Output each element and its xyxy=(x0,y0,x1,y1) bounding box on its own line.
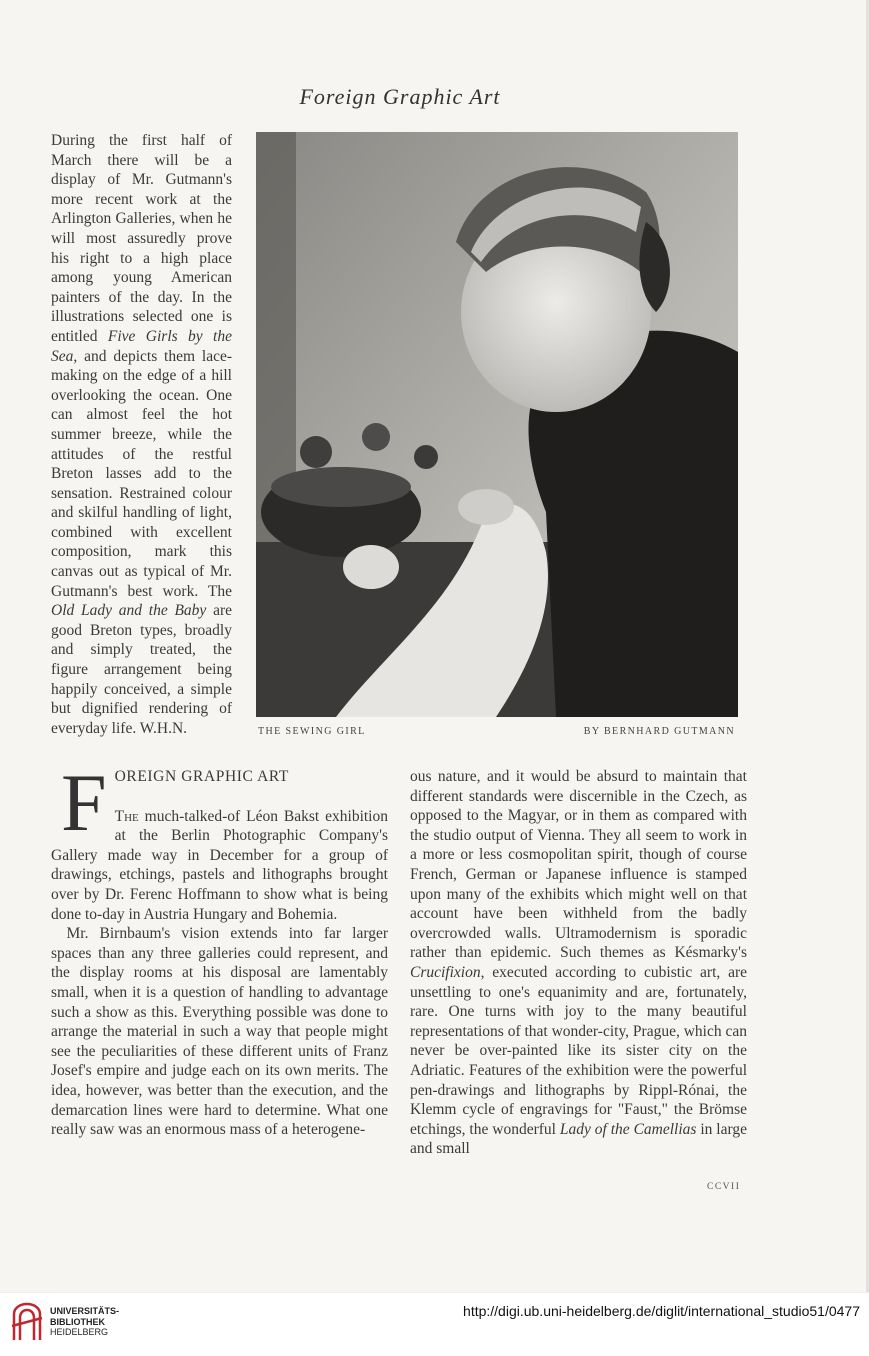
library-name-line2: BIBLIOTHEK xyxy=(50,1316,105,1327)
artwork-title-camellias: Lady of the Camellias xyxy=(559,1120,697,1138)
article-paragraph-3c: in large and small xyxy=(410,1120,747,1158)
side-text-part2: , and depicts them lace-making on the edge of a hill overlooking the ocean. One can almost feel the hot summer breeze, while the attitudes of the restful Breton lasses add to the sensation. Restrained colour and skilful handling of light, combined with excellent composition, mark this canvas out as typical of Mr. Gutmann's best work. The xyxy=(51,347,232,600)
running-title: Foreign Graphic Art xyxy=(299,84,501,109)
article-paragraph-3a: ous nature, and it would be absurd to maintain that different standards were discernible in the Czech, as opposed to the Magyar, or in them as compared with the studio output of Vienna. They all seem to work in a more or less cosmopolitan spirit, though of course French, German or Japanese influence is stamped upon many of the exhibits which might well on that account have been withheld from the badly overcrowded walls. Ultramodernism is sporadic rather than epidemic. Such themes as Késmarky's xyxy=(410,768,747,962)
source-url-link[interactable]: http://digi.ub.uni-heidelberg.de/diglit/international_studio51/0477 xyxy=(463,1303,860,1319)
viewer-footer xyxy=(0,1292,869,1356)
painting-sewing-girl xyxy=(256,132,738,717)
page-number: CCVII xyxy=(707,1182,741,1192)
side-column-text xyxy=(51,131,232,738)
painting-illustration xyxy=(256,132,738,717)
figure-caption-title: THE SEWING GIRL xyxy=(258,726,366,737)
library-logo-icon xyxy=(10,1302,44,1342)
artwork-title-crucifixion: Crucifixion xyxy=(410,963,481,981)
article-paragraph-2: Mr. Birnbaum's vision extends into far larger spaces than any three galleries could represent, and the display rooms at his disposal are lamentably small, when it is a question of handling to advantage such a show as this. Everything possible was done to arrange the material in such a way that people might see the peculiarities of these different units of Franz Josef's empire and judge each on its own merits. The idea, however, was better than the execution, and the demarcation lines were hard to determine. What one really saw was an enormous mass of a heterogene- xyxy=(51,925,388,1139)
artwork-title-five-girls: Five Girls by the Sea xyxy=(51,327,232,365)
library-name-line1: UNIVERSITÄTS- xyxy=(50,1306,120,1316)
drop-cap: F xyxy=(61,757,107,848)
lead-smallcaps: The xyxy=(114,807,139,825)
library-name xyxy=(50,1306,119,1338)
article-column-left xyxy=(51,757,388,1140)
article-title: OREIGN GRAPHIC ART xyxy=(114,768,289,785)
figure-caption-artist: BY BERNHARD GUTMANN xyxy=(583,726,735,737)
artwork-title-old-lady: Old Lady and the Baby xyxy=(51,602,207,620)
article-paragraph-3b: , executed according to cubistic art, are unsettling to one's equanimity and are, fortunately, rare. One turns with joy to the many beautiful representations of that wonder-city, Prague, which can never be over-painted like its sister city on the Adriatic. Features of the exhibition were the powerful pen-drawings and lithographs by Rippl-Rónai, the Klemm cycle of engravings for "Faust," the Brömse etchings, the wonderful xyxy=(410,963,747,1138)
article-column-right xyxy=(410,767,747,1159)
library-name-line3: HEIDELBERG xyxy=(50,1327,109,1337)
side-text-part1: During the first half of March there will be a display of Mr. Gutmann's more recent work at the Arlington Galleries, when he will most assuredly prove his right to a high place among young American painters of the day. In the illustrations selected one is entitled xyxy=(51,132,232,345)
article-paragraph-1: much-talked-of Léon Bakst exhibition at the Berlin Photographic Company's Gallery made way in December for a group of drawings, etchings, pastels and lithographs brought over by Dr. Ferenc Hoffmann to show what is being done to-day in Austria Hungary and Bohemia. xyxy=(51,807,388,923)
side-text-part3: are good Breton types, broadly and simply treated, the figure arrangement being happily conceived, a simple but dignified rendering of everyday life. W.H.N. xyxy=(51,602,232,737)
